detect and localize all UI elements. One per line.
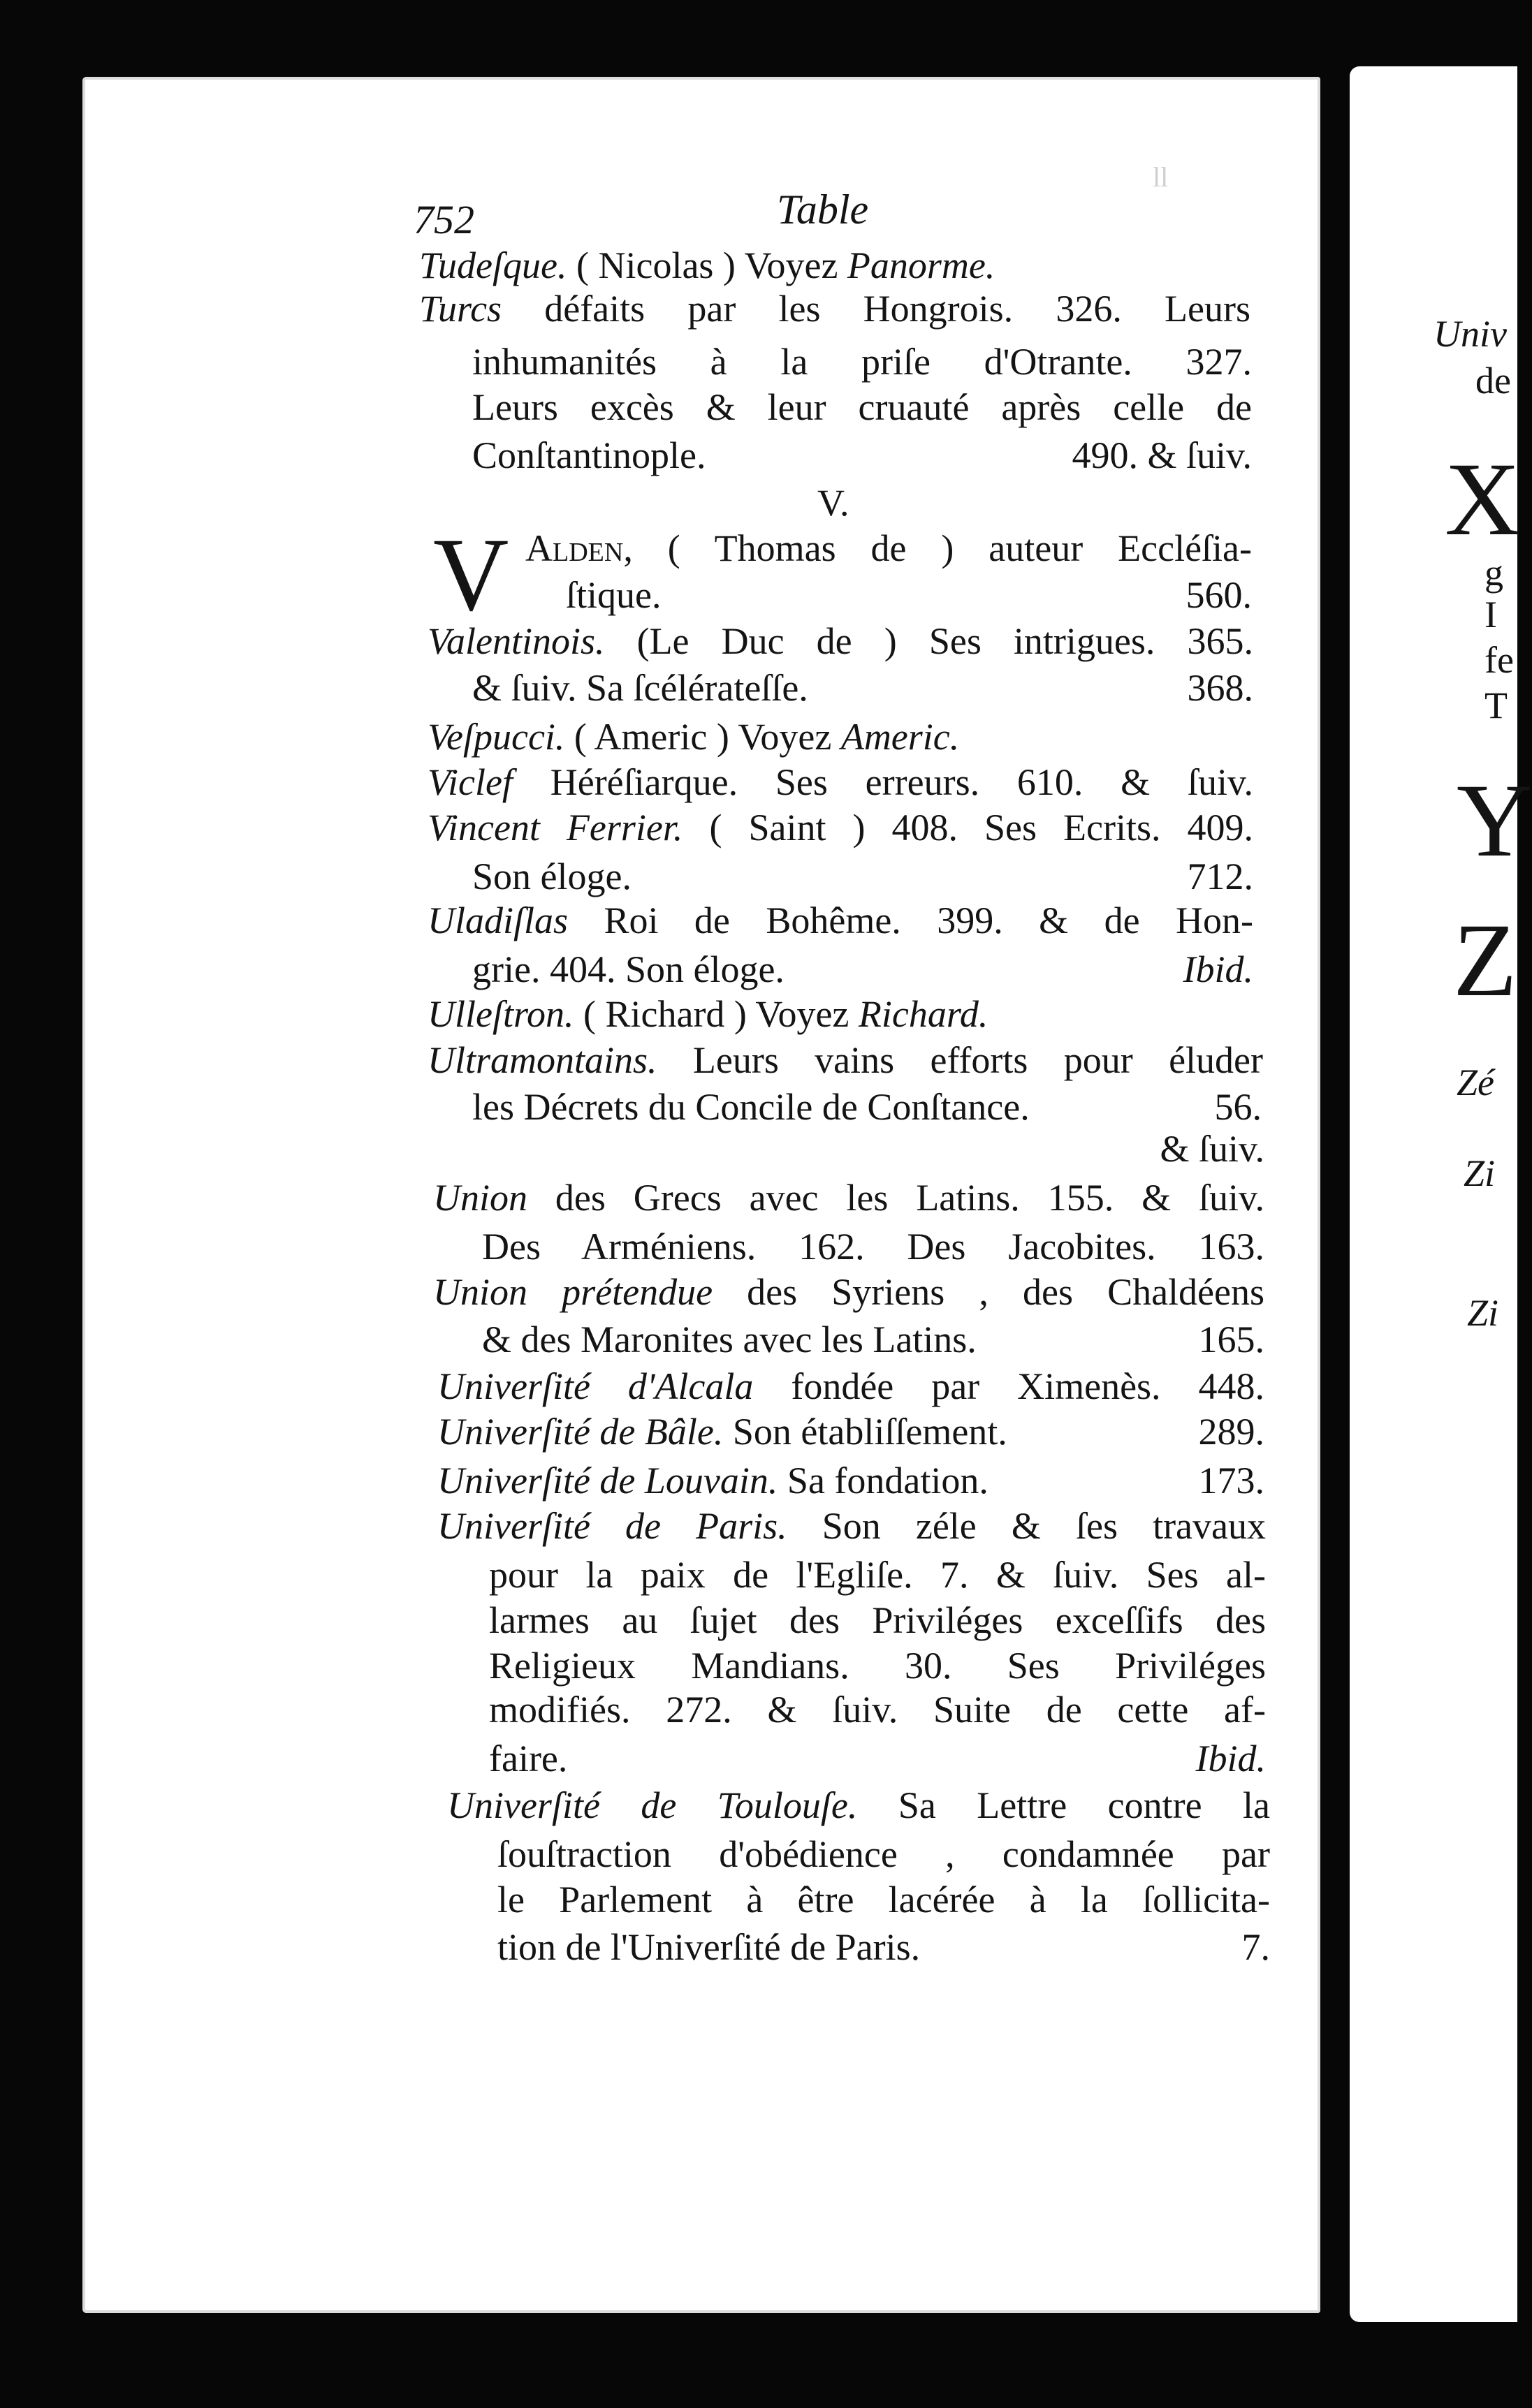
entry-line: Leurs excès & leur cruauté après celle de [472, 386, 1252, 428]
entry-line [489, 1738, 1266, 1779]
entry-ref: Richard. [858, 993, 988, 1035]
entry-text: fondée par Ximenès. 448. [753, 1365, 1264, 1407]
entry-line [428, 620, 1253, 662]
entry-line [428, 993, 1253, 1035]
section-letter: V. [817, 482, 849, 524]
entry-text: Son établiſſement. [723, 1411, 1007, 1453]
entry-text: Sa Lettre contre la [857, 1784, 1270, 1826]
entry-line [437, 1365, 1264, 1407]
entry-text: Leurs vains efforts pour éluder [657, 1039, 1263, 1081]
entry-page-ref: 56. [1214, 1086, 1262, 1128]
entry-line [437, 1411, 1264, 1453]
entry-head: Veſpucci. [428, 716, 565, 758]
entry-line [472, 434, 1252, 476]
entry-text: des Syriens , des Chaldéens [713, 1271, 1265, 1313]
entry-line [447, 1784, 1270, 1826]
entry-text: ( Americ ) Voyez [564, 716, 841, 758]
entry-head: Univerſité de Paris. [437, 1505, 787, 1547]
entry-line [419, 244, 1271, 286]
entry-ref: Americ. [840, 716, 960, 758]
entry-line: pour la paix de l'Egliſe. 7. & ſuiv. Ses al- [489, 1554, 1266, 1596]
entry-line [497, 1926, 1270, 1968]
entry-head: Union prétendue [433, 1271, 713, 1313]
entry-line [472, 948, 1253, 990]
entry-page-ref: 560. [1186, 574, 1252, 616]
entry-head: Vincent Ferrier. [428, 807, 683, 849]
right-page-fragment: fe [1484, 639, 1514, 681]
entry-text: tion de l'Univerſité de Paris. [497, 1926, 921, 1968]
entry-line [428, 807, 1253, 849]
entry-line: Des Arméniens. 162. Des Jacobites. 163. [482, 1226, 1264, 1268]
entry-head: Viclef [428, 761, 513, 803]
right-page-fragment: I [1484, 594, 1497, 636]
entry-head: Univerſité de Louvain. [437, 1460, 778, 1502]
entry-page-ref: Ibid. [1183, 948, 1253, 990]
entry-text: Roi de Bohême. 399. & de Hon- [568, 900, 1253, 941]
entry-page-ref: Ibid. [1195, 1738, 1266, 1779]
entry-page-ref: 7. [1241, 1926, 1270, 1968]
entry-line: modifiés. 272. & ſuiv. Suite de cette af- [489, 1689, 1266, 1731]
entry-head: Univerſité d'Alcala [437, 1365, 754, 1407]
entry-head: Uladiſlas [428, 900, 569, 941]
entry-text: défaits par les Hongrois. 326. Leurs [502, 288, 1250, 330]
entry-line [428, 761, 1253, 803]
entry-text: ( Richard ) Voyez [574, 993, 859, 1035]
entry-line [437, 1505, 1266, 1547]
entry-text: & ſuiv. Sa ſcélérateſſe. [472, 667, 808, 709]
entry-page-ref: 165. [1198, 1319, 1264, 1360]
entry-line [428, 900, 1253, 941]
entry-text: Son éloge. [472, 856, 632, 897]
right-page-fragment: g [1484, 552, 1503, 594]
entry-ref: Panorme. [847, 244, 995, 286]
entry-line [433, 1177, 1264, 1219]
entry-line [437, 1460, 1264, 1502]
entry-line: le Parlement à être lacérée à la ſollicita- [497, 1879, 1270, 1921]
right-page-fragment: T [1484, 684, 1508, 726]
right-page [1350, 66, 1517, 2322]
show-through-text: ll [1153, 161, 1169, 193]
entry-text: Son zéle & ſes travaux [787, 1505, 1266, 1547]
entry-head: Union [433, 1177, 527, 1219]
entry-text: (Le Duc de ) Ses intrigues. 365. [604, 620, 1253, 662]
entry-text: Sa fondation. [778, 1460, 988, 1502]
entry-text: grie. 404. Son éloge. [472, 948, 785, 990]
right-page-fragment: Y [1457, 763, 1532, 879]
entry-line: larmes au ſujet des Priviléges exceſſifs des [489, 1599, 1266, 1641]
entry-page-ref: 289. [1198, 1411, 1264, 1453]
right-page-fragment: X [1445, 441, 1521, 557]
entry-page-ref: 173. [1198, 1460, 1264, 1502]
page-number: 752 [414, 197, 474, 242]
running-head: Table [777, 186, 869, 233]
entry-head: Turcs [419, 288, 502, 330]
entry-line [472, 667, 1253, 709]
entry-text: ſtique. [566, 574, 662, 616]
right-page-fragment: Z [1453, 902, 1517, 1018]
right-page-fragment: Zi [1464, 1152, 1496, 1194]
entry-line [419, 288, 1250, 330]
entry-text: & des Maronites avec les Latins. [482, 1319, 977, 1360]
entry-head: Univerſité de Toulouſe. [447, 1784, 858, 1826]
right-page-fragment: de [1475, 360, 1511, 402]
entry-page-ref: 368. [1187, 667, 1253, 709]
entry-line [472, 1086, 1262, 1128]
entry-line: ſouſtraction d'obédience , condamnée par [497, 1833, 1270, 1875]
entry-line [428, 1039, 1263, 1081]
entry-line [428, 716, 1253, 758]
entry-line [472, 856, 1253, 897]
entry-text: ( Saint ) 408. Ses Ecrits. 409. [683, 807, 1253, 849]
entry-text: ( Nicolas ) Voyez [567, 244, 847, 286]
entry-line [566, 574, 1252, 616]
entry-text: Conſtantinople. [472, 434, 706, 476]
entry-line: & ſuiv. [1160, 1128, 1264, 1170]
right-page-fragment: Zé [1457, 1062, 1494, 1103]
entry-text: faire. [489, 1738, 568, 1779]
entry-head: Valentinois. [428, 620, 605, 662]
right-page-fragment: Zi [1467, 1292, 1499, 1334]
entry-head: Ulleſtron. [428, 993, 574, 1035]
entry-head: Ultramontains. [428, 1039, 657, 1081]
right-page-fragment: Univ [1433, 313, 1507, 355]
entry-page-ref: 712. [1187, 856, 1253, 897]
entry-line: inhumanités à la priſe d'Otrante. 327. [472, 341, 1252, 383]
entry-text: des Grecs avec les Latins. 155. & ſuiv. [527, 1177, 1264, 1219]
entry-text: Héréſiarque. Ses erreurs. 610. & ſuiv. [512, 761, 1253, 803]
entry-line [433, 1271, 1264, 1313]
drop-cap: V [433, 517, 509, 633]
entry-head: Tudeſque. [419, 244, 567, 286]
entry-page-ref: 490. & ſuiv. [1072, 434, 1252, 476]
entry-line: Alden, ( Thomas de ) auteur Eccléſia- [525, 527, 1252, 569]
entry-text: les Décrets du Concile de Conſtance. [472, 1086, 1030, 1128]
entry-line [482, 1319, 1264, 1360]
entry-head: Univerſité de Bâle. [437, 1411, 724, 1453]
entry-line: Religieux Mandians. 30. Ses Priviléges [489, 1645, 1266, 1687]
